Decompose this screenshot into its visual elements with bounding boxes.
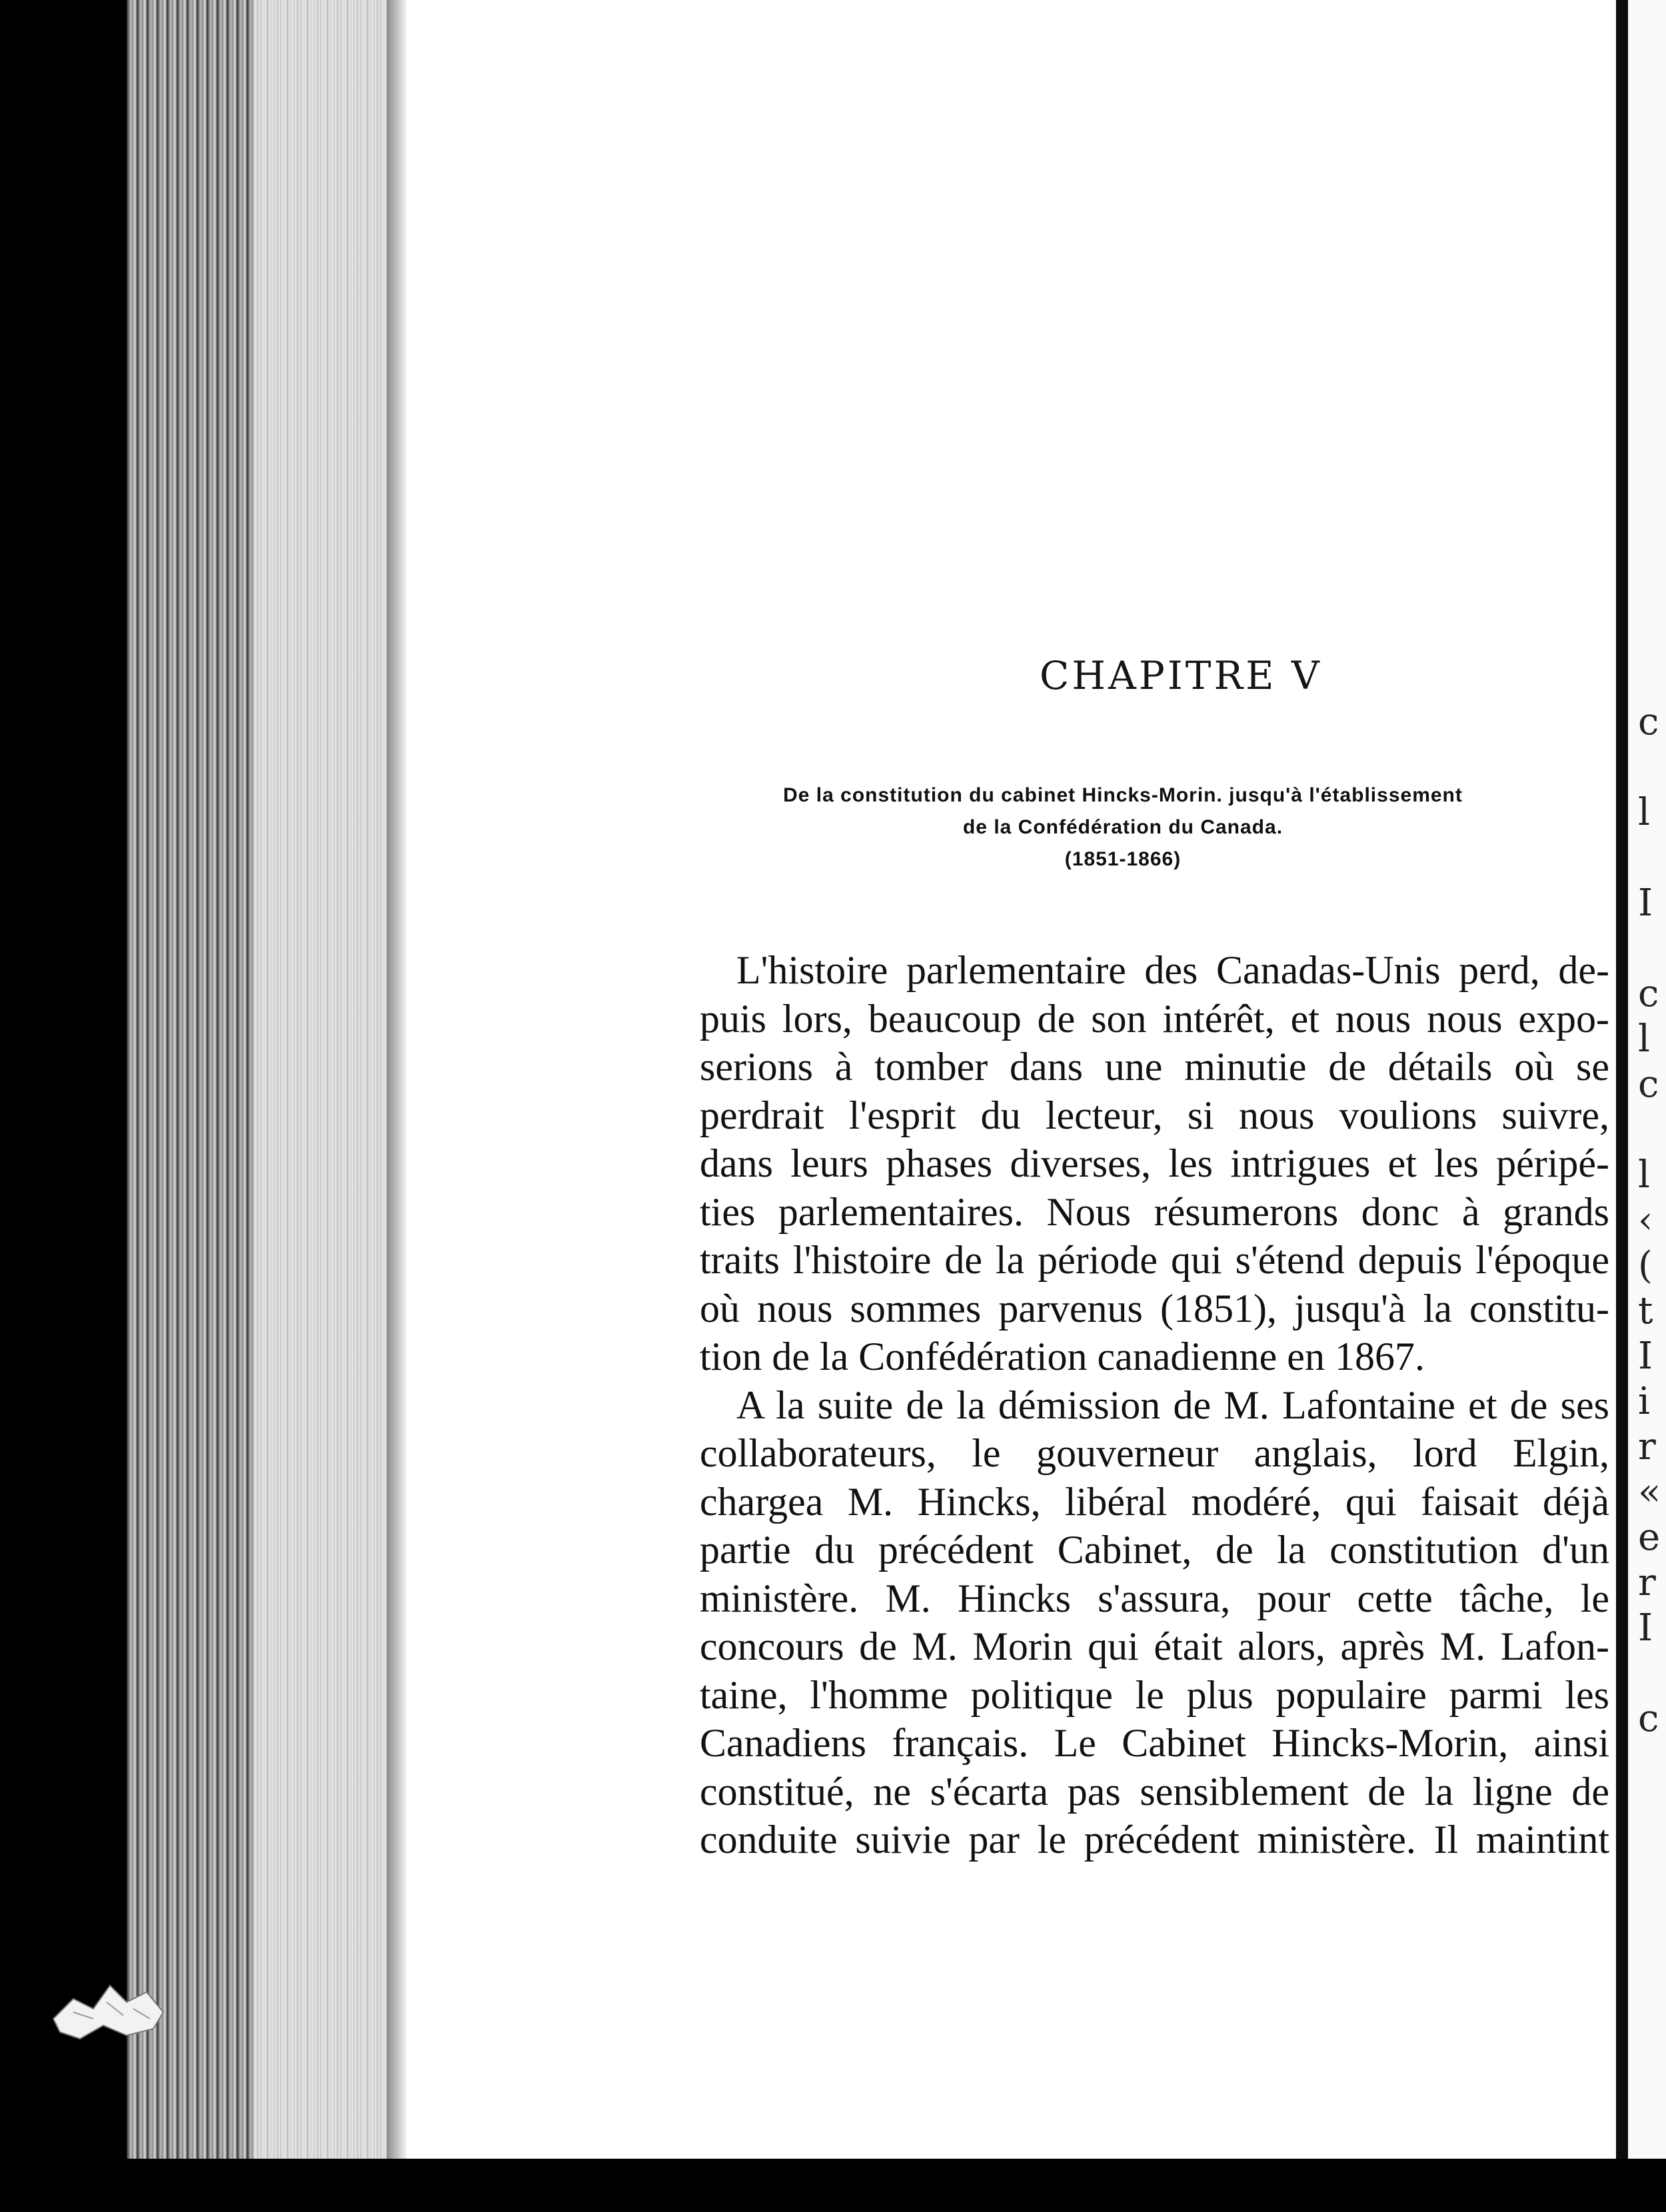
text-line: perdrait l'esprit du lecteur, si nous voulions suivre,	[700, 1093, 1609, 1137]
torn-paper-fragment	[47, 1972, 180, 2045]
text-line: taine, l'homme politique le plus populaire parmi les	[700, 1672, 1609, 1717]
text-line: conduite suivie par le précédent ministère. Il maintint	[700, 1818, 1609, 1862]
chapter-title: CHAPITRE V	[1040, 653, 1322, 698]
text-line: dans leurs phases diverses, les intrigues et les péripé-	[700, 1141, 1609, 1185]
text-line: serions à tomber dans une minutie de détails où se	[700, 1045, 1609, 1089]
scan-background	[0, 0, 133, 2212]
text-line: traits l'histoire de la période qui s'étend depuis l'époque	[700, 1238, 1609, 1282]
facing-page-text-fragment: c l I c l c l ‹ ( t I i r « e r I c	[1638, 700, 1661, 1740]
text-line: A la suite de la démission de M. Lafontaine et de ses	[736, 1382, 1609, 1427]
subtitle-years: (1851-1866)	[1064, 848, 1182, 870]
text-line: collaborateurs, le gouverneur anglais, lord Elgin,	[700, 1431, 1609, 1475]
text-line: puis lors, beaucoup de son intérêt, et nous nous expo-	[700, 996, 1609, 1041]
text-line: où nous sommes parvenus (1851), jusqu'à la constitu-	[700, 1286, 1609, 1331]
body-text	[700, 946, 1609, 1864]
text-line: L'histoire parlementaire des Canadas-Unis perd, de-	[736, 948, 1609, 992]
book-fore-edge-highlight	[253, 0, 407, 2159]
text-line: partie du précédent Cabinet, de la constitution d'un	[700, 1528, 1609, 1572]
text-line: tion de la Confédération canadienne en 1867.	[700, 1335, 1425, 1379]
text-line: ministère. M. Hincks s'assura, pour cette tâche, le	[700, 1576, 1609, 1620]
text-line: chargea M. Hincks, libéral modéré, qui faisait déjà	[700, 1479, 1609, 1524]
text-line: concours de M. Morin qui était alors, après M. Lafon-	[700, 1624, 1609, 1668]
text-line: Canadiens français. Le Cabinet Hincks-Morin, ainsi	[700, 1721, 1609, 1765]
facing-page-edge	[1616, 0, 1628, 2165]
chapter-subtitle	[700, 780, 1546, 875]
subtitle-line: de la Confédération du Canada.	[962, 816, 1283, 838]
text-line: ties parlementaires. Nous résumerons donc à grands	[700, 1189, 1609, 1234]
subtitle-line: De la constitution du cabinet Hincks-Morin. jusqu'à l'établissement	[783, 784, 1463, 806]
page-gutter-shadow	[387, 0, 407, 2159]
book-page	[407, 0, 1616, 2159]
scan-bottom-border	[0, 2159, 1666, 2212]
paragraph	[700, 946, 1609, 1381]
text-line: constitué, ne s'écarta pas sensiblement de la ligne de	[700, 1769, 1609, 1814]
paragraph	[700, 1381, 1609, 1864]
